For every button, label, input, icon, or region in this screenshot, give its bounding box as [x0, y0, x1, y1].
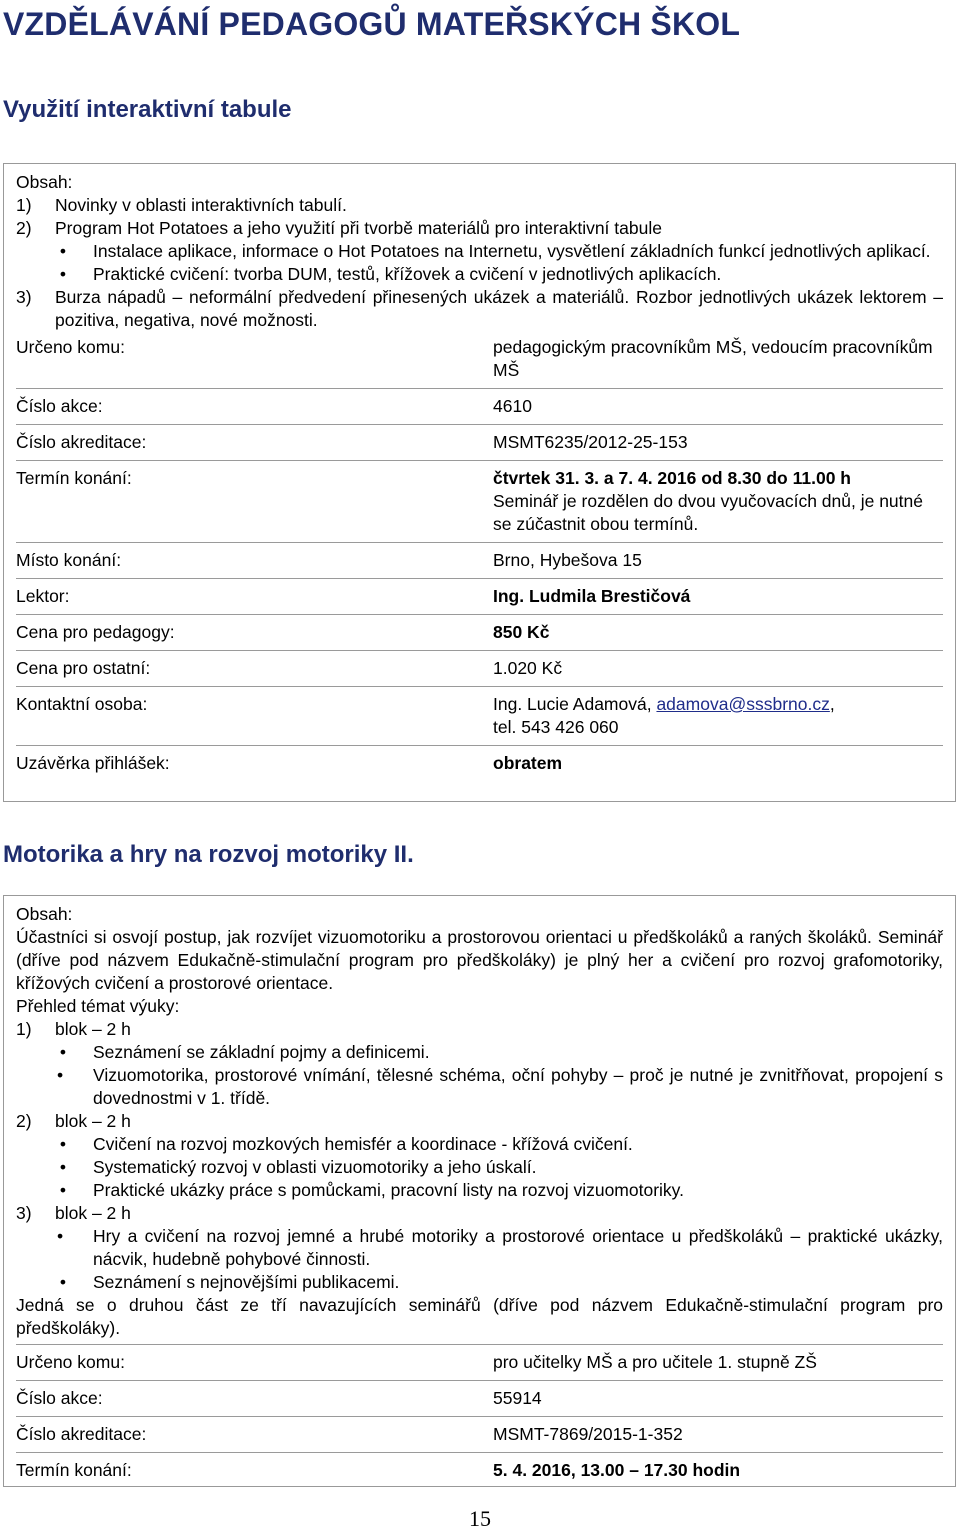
- termin-note: Seminář je rozdělen do dvou vyučovacích dnů, je nutné se zúčastnit obou termínů.: [493, 491, 923, 534]
- block-heading: [16, 1110, 943, 1133]
- urceno-value: pro učitelky MŠ a pro učitele 1. stupně ZŠ: [493, 1345, 943, 1381]
- bullet-icon: •: [59, 1134, 67, 1154]
- bullet-icon: •: [57, 1065, 64, 1085]
- bullet-item: [16, 1064, 943, 1110]
- bullet-icon: •: [57, 1226, 64, 1246]
- block-label: blok – 2 h: [55, 1019, 131, 1039]
- termin-label: Termín konání:: [16, 461, 493, 543]
- bullet-text: Vizuomotorika, prostorové vnímání, tělesné schéma, oční pohyby – proč je nutné je zvnitřňovat, propojení s dovednostmi v 1. třídě.: [93, 1065, 943, 1108]
- item-text: Burza nápadů – neformální předvedení přinesených ukázek a materiálů. Rozbor jednotlivých ukázek lektorem – pozitiva, negativa, nové možnosti.: [55, 287, 943, 330]
- block-heading: [16, 1202, 943, 1225]
- block-heading: [16, 1018, 943, 1041]
- bullet-item: [16, 263, 943, 286]
- course-info-table: [16, 1344, 943, 1488]
- block-number: 3): [16, 1203, 32, 1223]
- termin-value: čtvrtek 31. 3. a 7. 4. 2016 od 8.30 do 11.00 h: [493, 468, 851, 488]
- lektor-label: Lektor:: [16, 579, 493, 615]
- block-number: 1): [16, 1019, 32, 1039]
- bullet-list: [16, 1225, 943, 1294]
- kontakt-comma: ,: [829, 694, 835, 714]
- bullet-item: [16, 1179, 943, 1202]
- bullet-icon: •: [59, 1042, 67, 1062]
- cena-pedagogy-label: Cena pro pedagogy:: [16, 615, 493, 651]
- bullet-list: [16, 240, 943, 286]
- bullet-item: [16, 1041, 943, 1064]
- bullet-text: Seznámení se základní pojmy a definicemi.: [93, 1042, 430, 1062]
- block-label: blok – 2 h: [55, 1111, 131, 1131]
- block-number: 2): [16, 1111, 32, 1131]
- table-row: [16, 579, 943, 615]
- bullet-text: Praktické cvičení: tvorba DUM, testů, křížovek a cvičení v jednotlivých aplikacích.: [93, 264, 722, 284]
- uzaverka-value: obratem: [493, 746, 943, 782]
- akreditace-value: MSMT6235/2012-25-153: [493, 425, 943, 461]
- kontakt-line: [493, 693, 943, 716]
- email-link[interactable]: adamova@sssbrno.cz: [656, 694, 830, 714]
- urceno-label: Určeno komu:: [16, 1345, 493, 1381]
- item-text: Novinky v oblasti interaktivních tabulí.: [55, 195, 347, 215]
- course-outro: Jedná se o druhou část ze tří navazujících seminářů (dříve pod názvem Edukačně-stimulační program pro předškoláky).: [16, 1295, 943, 1338]
- table-row: [16, 746, 943, 782]
- misto-label: Místo konání:: [16, 543, 493, 579]
- block-label: blok – 2 h: [55, 1203, 131, 1223]
- bullet-item: [16, 1156, 943, 1179]
- course-content: [4, 164, 955, 781]
- table-row: [16, 1453, 943, 1489]
- kontakt-cell: [493, 687, 943, 746]
- urceno-value: pedagogickým pracovníkům MŠ, vedoucím pracovníkům MŠ: [493, 337, 933, 380]
- misto-value: Brno, Hybešova 15: [493, 543, 943, 579]
- akce-value: 4610: [493, 389, 943, 425]
- bullet-item: [16, 240, 943, 263]
- item-text: Program Hot Potatoes a jeho využití při tvorbě materiálů pro interaktivní tabule: [55, 218, 662, 238]
- table-row: [16, 1381, 943, 1417]
- list-item: [16, 217, 943, 240]
- page-number: 15: [469, 1506, 491, 1531]
- obsah-label: Obsah:: [16, 172, 73, 192]
- bullet-icon: •: [59, 1272, 67, 1292]
- uzaverka-label: Uzávěrka přihlášek:: [16, 746, 493, 782]
- cena-ostatni-label: Cena pro ostatní:: [16, 651, 493, 687]
- item-number: 3): [16, 287, 32, 307]
- bullet-item: [16, 1271, 943, 1294]
- akreditace-label: Číslo akreditace:: [16, 425, 493, 461]
- bullet-icon: •: [59, 1157, 67, 1177]
- termin-label: Termín konání:: [16, 1453, 493, 1489]
- lektor-value: Ing. Ludmila Brestičová: [493, 579, 943, 615]
- table-row: [16, 389, 943, 425]
- cena-pedagogy-value: 850 Kč: [493, 615, 943, 651]
- bullet-list: [16, 1041, 943, 1110]
- prehled-label: Přehled témat výuky:: [16, 996, 180, 1016]
- table-row: [16, 461, 943, 543]
- table-row: [16, 615, 943, 651]
- course-title-interactive-board: Využití interaktivní tabule: [3, 96, 292, 123]
- cena-ostatni-value: 1.020 Kč: [493, 651, 943, 687]
- bullet-text: Instalace aplikace, informace o Hot Potatoes na Internetu, vysvětlení základních funkcí jednotlivých aplikací.: [93, 241, 931, 261]
- akce-label: Číslo akce:: [16, 389, 493, 425]
- akce-label: Číslo akce:: [16, 1381, 493, 1417]
- kontakt-label: Kontaktní osoba:: [16, 687, 493, 746]
- course-info-table: [16, 332, 943, 781]
- bullet-icon: •: [59, 241, 67, 261]
- bullet-icon: •: [59, 264, 67, 284]
- termin-cell: [493, 461, 943, 543]
- bullet-list: [16, 1133, 943, 1202]
- termin-value: 5. 4. 2016, 13.00 – 17.30 hodin: [493, 1453, 943, 1489]
- bullet-item: [16, 1133, 943, 1156]
- kontakt-tel: tel. 543 426 060: [493, 717, 619, 737]
- course-intro: Účastníci si osvojí postup, jak rozvíjet vizuomotoriku a prostorovou orientaci u předškoláků a raných školáků. Seminář (dříve pod názvem Edukačně-stimulační program pro předškoláky) je plný her a cvičení pro rozvoj grafomotoriky, křížových cvičení a prostorové orientace.: [16, 927, 943, 993]
- akce-value: 55914: [493, 1381, 943, 1417]
- course-content: [4, 896, 955, 1488]
- bullet-text: Hry a cvičení na rozvoj jemné a hrubé motoriky a prostorové orientace u předškoláků – praktické ukázky, nácvik, hudebně pohybové činnosti.: [93, 1226, 943, 1269]
- bullet-icon: •: [59, 1180, 67, 1200]
- item-number: 1): [16, 195, 32, 215]
- course-title-motorika: Motorika a hry na rozvoj motoriky II.: [3, 841, 414, 868]
- akreditace-value: MSMT-7869/2015-1-352: [493, 1417, 943, 1453]
- course-box-motorika: [3, 895, 956, 1487]
- course-box-interactive-board: [3, 163, 956, 802]
- page-title: VZDĚLÁVÁNÍ PEDAGOGŮ MATEŘSKÝCH ŠKOL: [3, 6, 741, 42]
- obsah-label: Obsah:: [16, 904, 73, 924]
- bullet-item: [16, 1225, 943, 1271]
- table-row: [16, 1345, 943, 1381]
- bullet-text: Praktické ukázky práce s pomůckami, pracovní listy na rozvoj vizuomotoriky.: [93, 1180, 684, 1200]
- urceno-label: Určeno komu:: [16, 337, 125, 357]
- table-row: [16, 425, 943, 461]
- bullet-text: Cvičení na rozvoj mozkových hemisfér a koordinace - křížová cvičení.: [93, 1134, 633, 1154]
- table-row: [16, 332, 943, 389]
- kontakt-name: Ing. Lucie Adamová,: [493, 694, 657, 714]
- akreditace-label: Číslo akreditace:: [16, 1417, 493, 1453]
- list-item: [16, 194, 943, 217]
- bullet-text: Systematický rozvoj v oblasti vizuomotoriky a jeho úskalí.: [93, 1157, 537, 1177]
- bullet-text: Seznámení s nejnovějšími publikacemi.: [93, 1272, 400, 1292]
- list-item: [16, 286, 943, 332]
- table-row: [16, 687, 943, 746]
- table-row: [16, 1417, 943, 1453]
- table-row: [16, 543, 943, 579]
- item-number: 2): [16, 218, 32, 238]
- table-row: [16, 651, 943, 687]
